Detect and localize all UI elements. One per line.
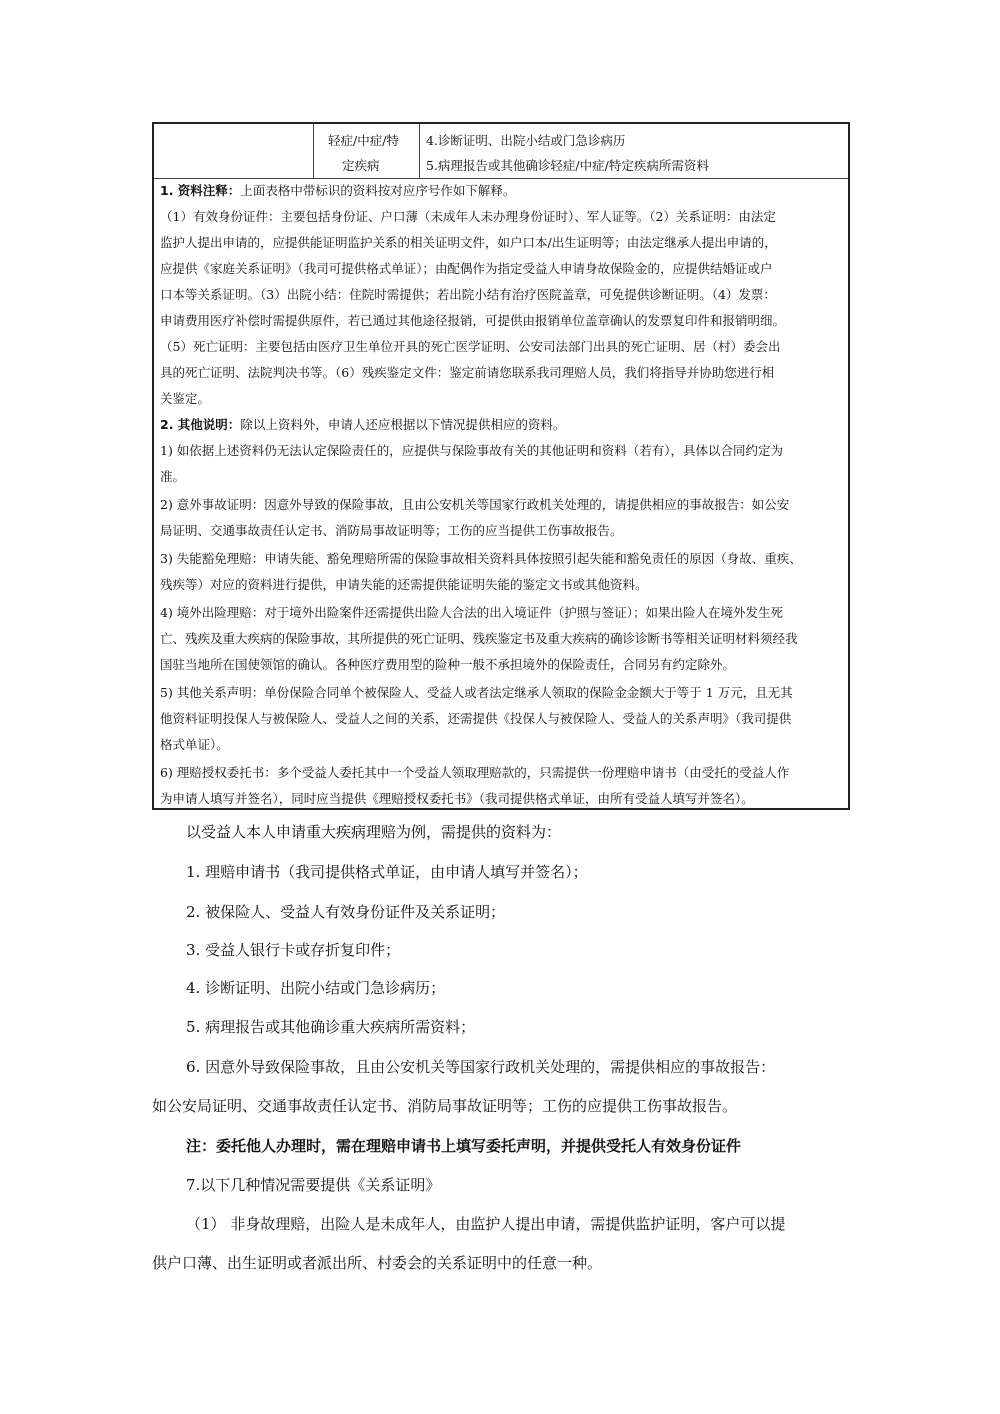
notes-cell — [154, 179, 848, 808]
note-line: 2) 意外事故证明：因意外导致的保险事故，且由公安机关等国家行政机关处理的，请提供相应的事故报告：如公安 — [160, 497, 790, 512]
table-row — [154, 124, 848, 179]
table-cell-blank — [154, 124, 314, 178]
note-line: 应提供《家庭关系证明》（我司可提供格式单证）；由配偶作为指定受益人申请身故保险金的，应提供结婚证或户 — [160, 261, 773, 276]
list-item-continuation: 如公安局证明、交通事故责任认定书、消防局事故证明等；工伤的应提供工伤事故报告。 — [152, 1097, 738, 1115]
note-line: 申请费用医疗补偿时需提供原件，若已通过其他途径报销，可提供由报销单位盖章确认的发票复印件和报销明细。 — [160, 313, 786, 328]
list-item: 5. 病理报告或其他确诊重大疾病所需资料； — [186, 1018, 476, 1036]
note-line: 口本等关系证明。（3）出院小结：住院时需提供；若出院小结有治疗医院盖章，可免提供诊断证明。（4）发票： — [160, 287, 776, 302]
required-item-5: 5.病理报告或其他确诊轻症/中症/特定疾病所需资料 — [426, 158, 709, 173]
list-item: （1） 非身故理赔，出险人是未成年人，由监护人提出申请，需提供监护证明，客户可以提 — [186, 1215, 786, 1233]
note-line: 具的死亡证明、法院判决书等。（6）残疾鉴定文件：鉴定前请您联系我司理赔人员，我们将指导并协助您进行相 — [160, 365, 775, 380]
intro-paragraph: 以受益人本人申请重大疾病理赔为例，需提供的资料为： — [186, 823, 562, 841]
note-line: 2. 其他说明：除以上资料外，申请人还应根据以下情况提供相应的资料。 — [160, 417, 566, 432]
note-line: 局证明、交通事故责任认定书、消防局事故证明等；工伤的应当提供工伤事故报告。 — [160, 523, 623, 538]
list-item: 2. 被保险人、受益人有效身份证件及关系证明； — [186, 903, 506, 921]
required-item-4: 4.诊断证明、出院小结或门急诊病历 — [426, 133, 626, 148]
note-line: 为申请人填写并签名），同时应当提供《理赔授权委托书》（我司提供格式单证，由所有受益人填写并签名）。 — [160, 791, 754, 806]
note-line: 5) 其他关系声明：单份保险合同单个被保险人、受益人或者法定继承人领取的保险金金额大于等于 1 万元，且无其 — [160, 685, 793, 700]
list-item: 1. 理赔申请书（我司提供格式单证，由申请人填写并签名）； — [186, 863, 588, 881]
note-line: 1. 资料注释：上面表格中带标识的资料按对应序号作如下解释。 — [160, 183, 516, 198]
note-line: 1) 如依据上述资料仍无法认定保险责任的，应提供与保险事故有关的其他证明和资料（若有），具体以合同约定为 — [160, 443, 784, 458]
note-line: （5）死亡证明：主要包括由医疗卫生单位开具的死亡医学证明、公安司法部门出具的死亡证明、居（村）委会出 — [160, 339, 781, 354]
note-line: 国驻当地所在国使领馆的确认。各种医疗费用型的险种一般不承担境外的保险责任，合同另有约定除外。 — [160, 657, 736, 672]
note-line: 他资料证明投保人与被保险人、受益人之间的关系，还需提供《投保人与被保险人、受益人的关系声明》（我司提供 — [160, 711, 792, 726]
list-item: 6. 因意外导致保险事故，且由公安机关等国家行政机关处理的，需提供相应的事故报告： — [186, 1058, 776, 1076]
note-line: 6) 理赔授权委托书：多个受益人委托其中一个受益人领取理赔款的，只需提供一份理赔申请书（由受托的受益人作 — [160, 765, 790, 780]
delegation-note: 注：委托他人办理时，需在理赔申请书上填写委托声明，并提供受托人有效身份证件 — [186, 1137, 742, 1155]
note-line: 格式单证）。 — [160, 737, 229, 752]
table-cell-disease-type — [314, 124, 420, 178]
list-item: 7.以下几种情况需要提供《关系证明》 — [186, 1176, 441, 1194]
disease-type-line1: 轻症/中症/特 — [328, 133, 399, 148]
note-line: 监护人提出申请的，应提供能证明监护关系的相关证明文件，如户口本/出生证明等；由法定继承人提出申请的， — [160, 235, 777, 250]
note-line: 3) 失能豁免理赔：申请失能、豁免理赔所需的保险事故相关资料具体按照引起失能和豁免责任的原因（身故、重疾、 — [160, 551, 802, 566]
note-heading: 1. 资料注释： — [160, 183, 241, 198]
list-item: 3. 受益人银行卡或存折复印件； — [186, 941, 401, 959]
claim-materials-table — [152, 122, 850, 810]
note-line: 4) 境外出险理赔：对于境外出险案件还需提供出险人合法的出入境证件（护照与签证）；如果出险人在境外发生死 — [160, 605, 784, 620]
table-cell-required-items — [420, 124, 848, 178]
note-heading: 2. 其他说明： — [160, 417, 241, 432]
note-line: 准。 — [160, 469, 186, 484]
disease-type-line2: 定疾病 — [342, 158, 380, 173]
note-line: （1）有效身份证件：主要包括身份证、户口薄（未成年人未办理身份证时）、军人证等。（2）关系证明：由法定 — [160, 209, 776, 224]
note-line: 亡、残疾及重大疾病的保险事故，其所提供的死亡证明、残疾鉴定书及重大疾病的确诊诊断书等相关证明材料须经我 — [160, 631, 798, 646]
note-line: 关鉴定。 — [160, 391, 211, 406]
list-item: 4. 诊断证明、出院小结或门急诊病历； — [186, 979, 446, 997]
list-item-continuation: 供户口薄、出生证明或者派出所、村委会的关系证明中的任意一种。 — [152, 1254, 603, 1272]
note-line: 残疾等）对应的资料进行提供，申请失能的还需提供能证明失能的鉴定文书或其他资料。 — [160, 577, 648, 592]
